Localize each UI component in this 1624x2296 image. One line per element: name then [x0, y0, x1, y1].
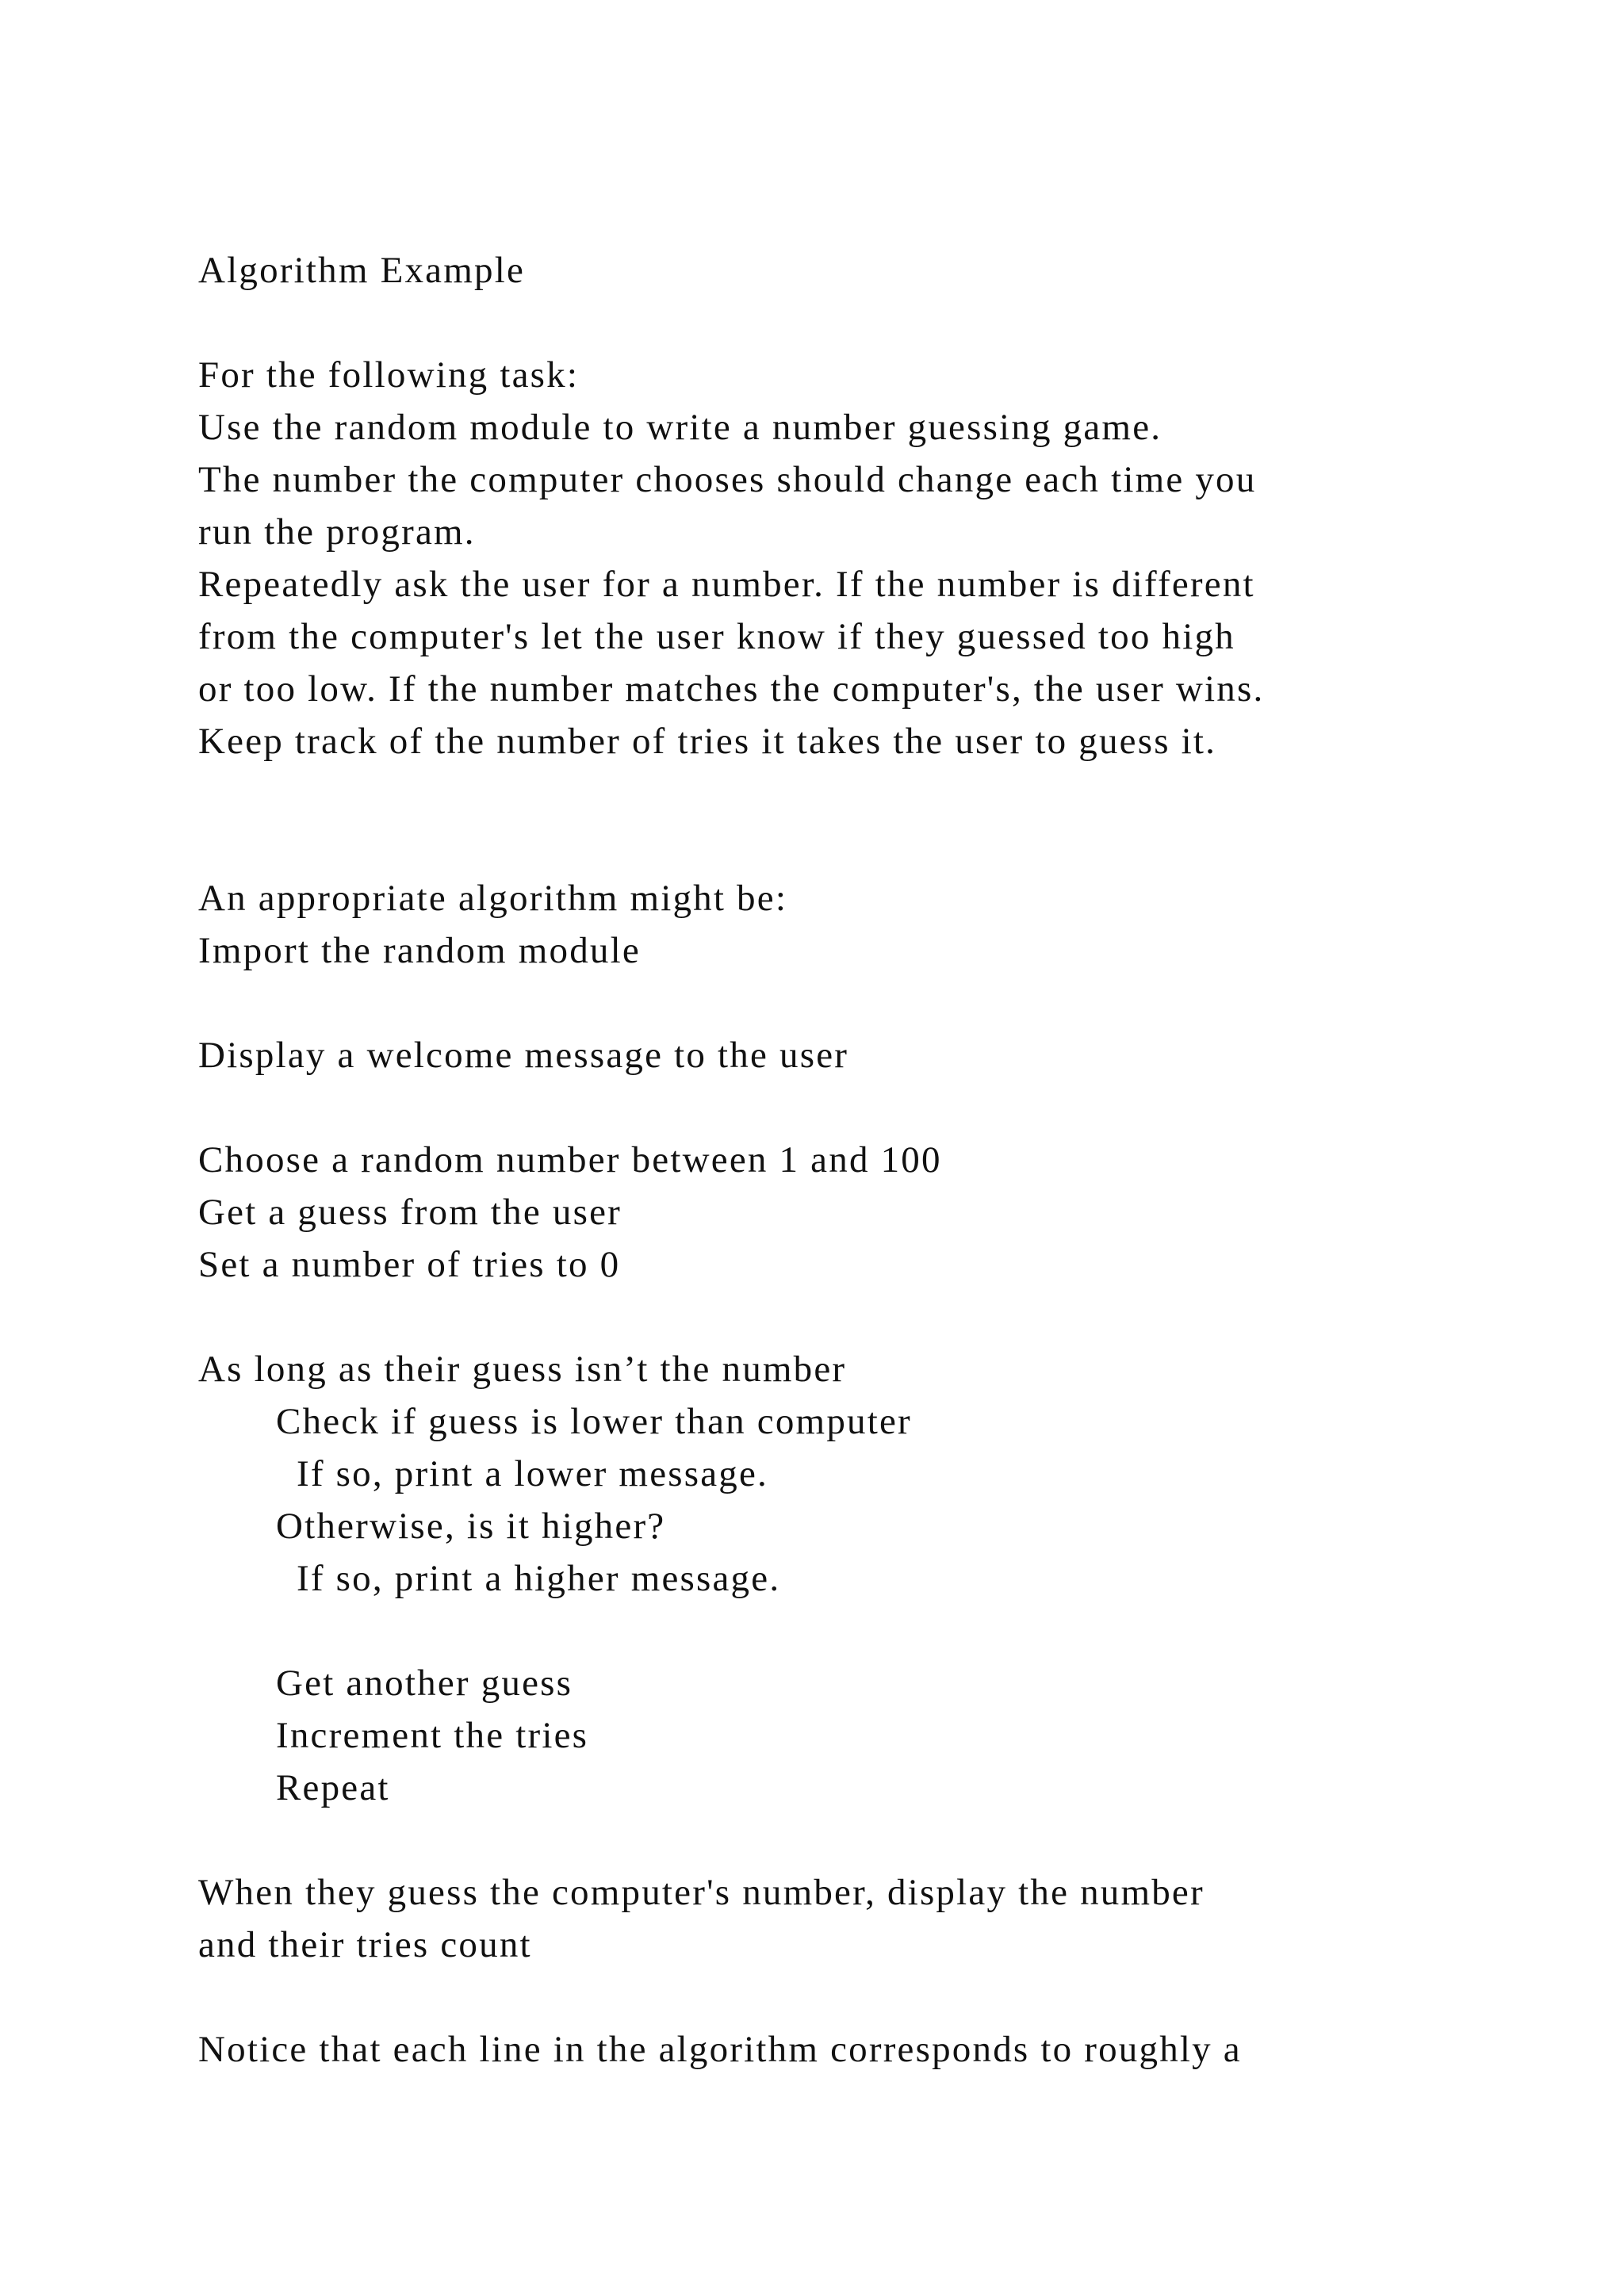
task-intro: For the following task:	[198, 354, 580, 396]
blank-line	[198, 1081, 1546, 1134]
loop-substep: If so, print a higher message.	[297, 1558, 781, 1599]
task-line: The number the computer chooses should change each time you	[198, 459, 1257, 500]
task-line: Use the random module to write a number guessing game.	[198, 407, 1162, 448]
document-title: Algorithm Example	[198, 250, 526, 291]
task-line: run the program.	[198, 511, 476, 553]
algorithm-step: Get a guess from the user	[198, 1192, 622, 1233]
algorithm-step: Import the random module	[198, 930, 641, 971]
final-step: When they guess the computer's number, display the number	[198, 1872, 1205, 1913]
blank-line	[198, 1291, 1546, 1343]
final-step: and their tries count	[198, 1924, 532, 1965]
loop-step: Repeat	[276, 1767, 390, 1808]
task-line: Repeatedly ask the user for a number. If the number is different	[198, 564, 1255, 605]
loop-substep: If so, print a lower message.	[297, 1453, 769, 1494]
task-line: from the computer's let the user know if they guessed too high	[198, 616, 1235, 657]
blank-line	[198, 1971, 1546, 2023]
document-body	[198, 244, 1546, 2076]
task-line: or too low. If the number matches the computer's, the user wins.	[198, 668, 1265, 710]
algorithm-step: Choose a random number between 1 and 100	[198, 1139, 942, 1181]
loop-step: Get another guess	[276, 1663, 573, 1704]
algorithm-intro: An appropriate algorithm might be:	[198, 878, 788, 919]
algorithm-step: Display a welcome message to the user	[198, 1035, 849, 1076]
algorithm-step: Set a number of tries to 0	[198, 1244, 621, 1285]
blank-line	[198, 767, 1546, 820]
loop-step: Increment the tries	[276, 1715, 589, 1756]
blank-line	[198, 297, 1546, 349]
loop-header: As long as their guess isn’t the number	[198, 1349, 847, 1390]
closing-line: Notice that each line in the algorithm corresponds to roughly a	[198, 2029, 1242, 2070]
loop-step: Check if guess is lower than computer	[276, 1401, 912, 1442]
task-line: Keep track of the number of tries it takes the user to guess it.	[198, 721, 1217, 762]
blank-line	[198, 1605, 1546, 1657]
blank-line	[198, 1814, 1546, 1866]
loop-step: Otherwise, is it higher?	[276, 1506, 666, 1547]
blank-line	[198, 820, 1546, 872]
blank-line	[198, 977, 1546, 1029]
